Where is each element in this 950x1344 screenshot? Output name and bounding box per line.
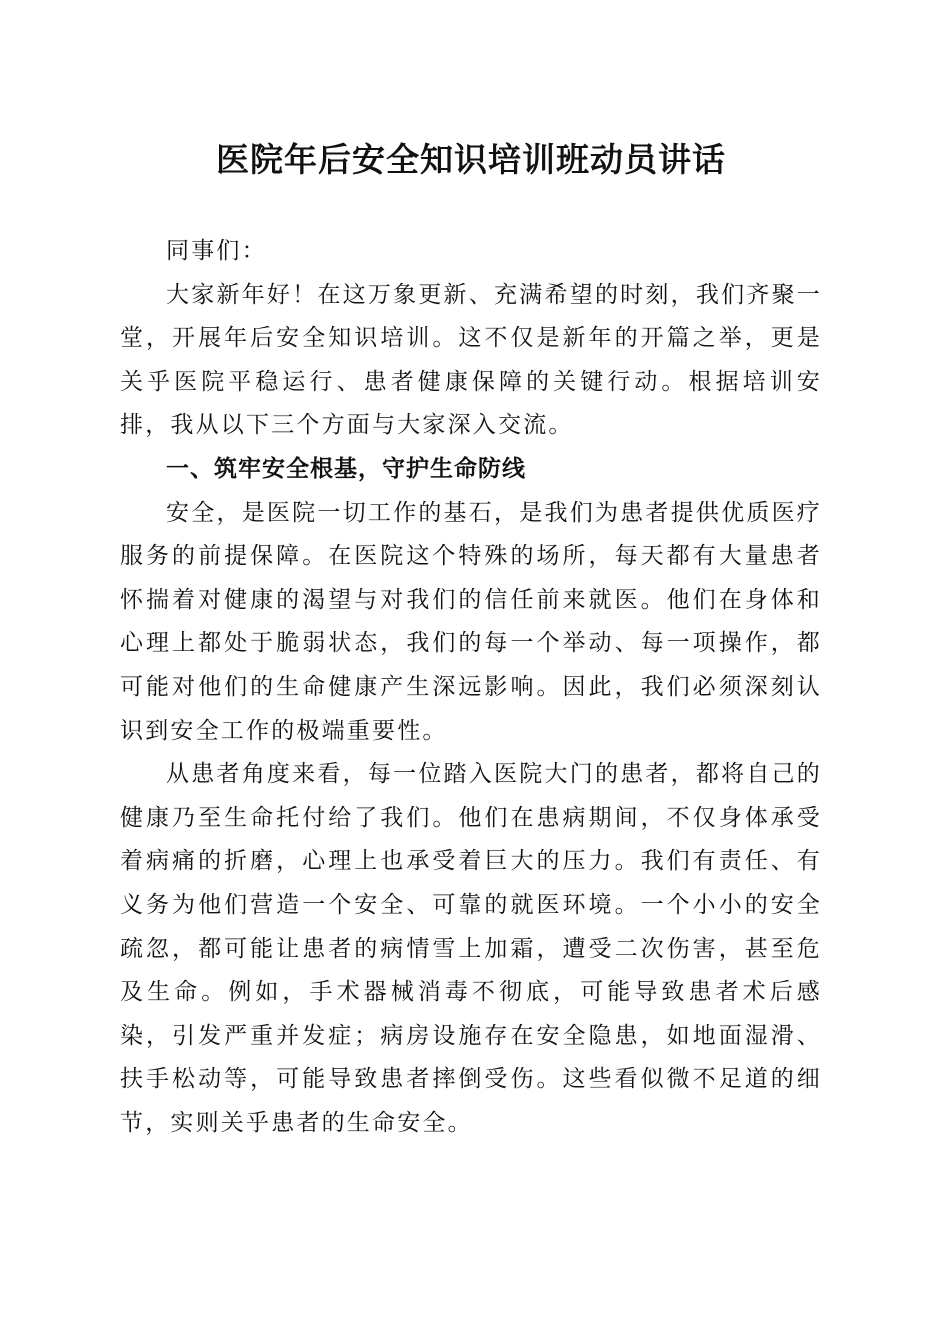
document-body <box>120 230 822 1145</box>
paragraph-opening: 大家新年好！在这万象更新、充满希望的时刻，我们齐聚一堂，开展年后安全知识培训。这不仅是新年的开篇之举，更是关乎医院平稳运行、患者健康保障的关键行动。根据培训安排，我从以下三个方面与大家深入交流。 <box>120 281 822 439</box>
salutation: 同事们： <box>166 238 267 264</box>
section-heading-1: 一、筑牢安全根基，守护生命防线 <box>166 455 526 482</box>
paragraph-patient-perspective: 从患者角度来看，每一位踏入医院大门的患者，都将自己的健康乃至生命托付给了我们。他们在患病期间，不仅身体承受着病痛的折磨，心理上也承受着巨大的压力。我们有责任、有义务为他们营造一个安全、可靠的就医环境。一个小小的安全疏忽，都可能让患者的病情雪上加霜，遭受二次伤害，甚至危及生命。例如，手术器械消毒不彻底，可能导致患者术后感染，引发严重并发症；病房设施存在安全隐患，如地面湿滑、扶手松动等，可能导致患者摔倒受伤。这些看似微不足道的细节，实则关乎患者的生命安全。 <box>120 761 822 1136</box>
paragraph-safety-foundation: 安全，是医院一切工作的基石，是我们为患者提供优质医疗服务的前提保障。在医院这个特殊的场所，每天都有大量患者怀揣着对健康的渴望与对我们的信任前来就医。他们在身体和心理上都处于脆弱状态，我们的每一个举动、每一项操作，都可能对他们的生命健康产生深远影响。因此，我们必须深刻认识到安全工作的极端重要性。 <box>120 499 822 744</box>
document-title: 医院年后安全知识培训班动员讲话 <box>216 140 726 179</box>
